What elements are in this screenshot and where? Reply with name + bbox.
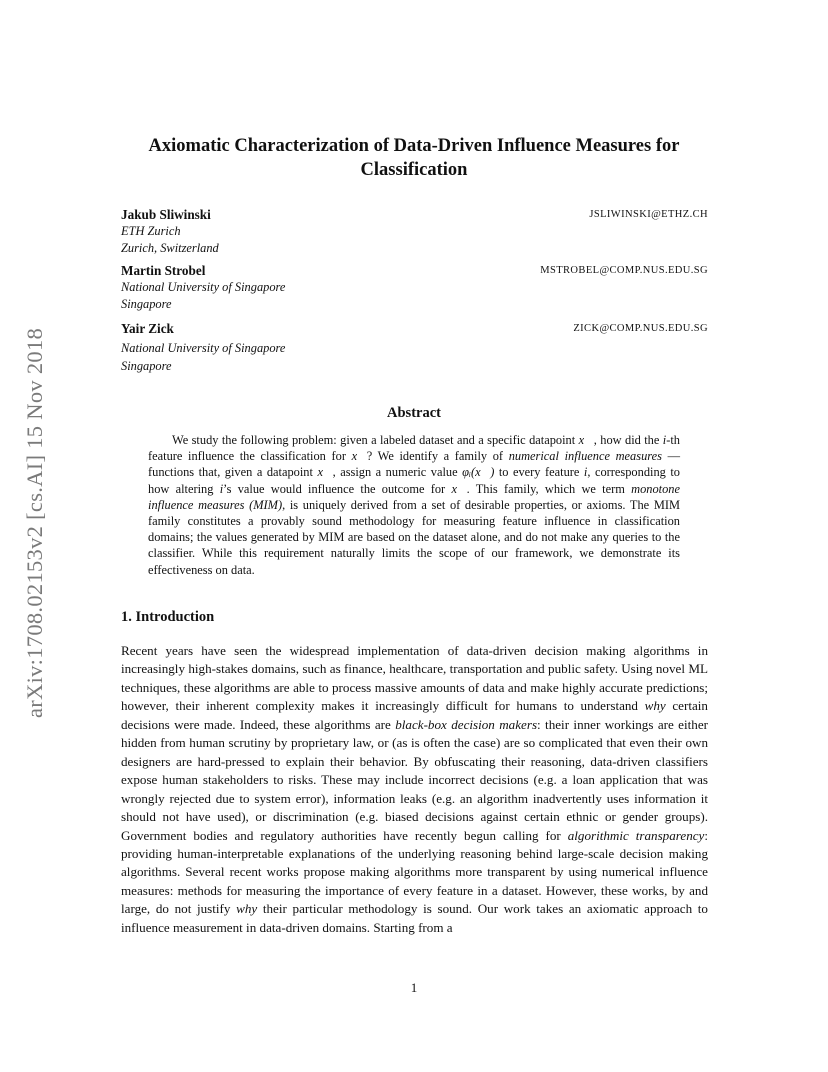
emphasis-term: monotone influence measures (MIM): [148, 481, 680, 512]
abstract-text-run: , is uniquely derived from a set of desirable properties, or axioms. The MIM family constitutes a provably sound methodology for measuring feature influence in classification domains; the values generated by MIM are based on the dataset alone, and do not make any queries to the classifier. While this requirement naturally limits the scope of our framework, we demonstrate its effectiveness on data.: [148, 497, 681, 577]
emphasis-term: algorithmic transparency: [567, 827, 705, 843]
abstract-text-run: ’s value would influence the outcome for: [223, 481, 452, 496]
abstract-heading: Abstract: [387, 405, 441, 421]
author-email[interactable]: JSLIWINSKI@ETHZ.CH: [589, 209, 708, 220]
abstract-text-run: , corresponding to how altering: [148, 465, 680, 496]
paper-title: Axiomatic Characterization of Data-Driven Influence Measures for Classification: [148, 136, 680, 180]
author-name: Yair Zick: [121, 321, 174, 336]
page-number: 1: [410, 980, 418, 995]
author-block-2: [121, 262, 708, 313]
intro-text-run: : providing human-interpretable explanations of the underlying reasoning behind large-scale decision making algorithms. Several recent works propose making algorithms more transparent by using numerical influence measures: methods for measuring the importance of every feature in a dataset. However, these works, by and large, do not justify: [121, 827, 709, 917]
math-x-vector: x⃗: [451, 481, 467, 496]
abstract-text-run: -th feature influence the classification for: [148, 433, 680, 464]
math-i: i: [662, 433, 667, 447]
emphasis-term: why: [644, 698, 666, 714]
arxiv-stamp: [18, 288, 52, 758]
math-i: i: [219, 481, 224, 496]
author-affiliation: Singapore: [121, 359, 172, 373]
intro-text-run: Recent years have seen the widespread implementation of data-driven decision making algorithms in increasingly high-stakes domains, such as finance, healthcare, transportation and public safety. Using novel ML techniques, these algorithms are able to process massive amounts of data and make highly accurate predictions; however, their inherent complexity makes it increasingly difficult for humans to understand: [121, 643, 708, 714]
emphasis-term: black-box decision makers: [395, 716, 538, 732]
abstract-text: [148, 432, 680, 578]
author-affiliation: ETH Zurich: [121, 224, 181, 238]
abstract-text-run: — functions that, given a datapoint: [148, 449, 680, 480]
math-x-vector: x⃗: [317, 465, 333, 480]
author-block-1: [121, 206, 708, 257]
math-i: i: [583, 465, 588, 480]
emphasis-term: numerical influence measures: [508, 449, 662, 464]
author-affiliation: Singapore: [121, 297, 172, 311]
math-x-vector: x⃗: [351, 449, 367, 464]
author-affiliation: National University of Singapore: [121, 341, 286, 355]
author-affiliation: National University of Singapore: [121, 280, 286, 294]
abstract-text-run: . This family, which we term: [466, 481, 632, 496]
author-name: Jakub Sliwinski: [121, 207, 211, 222]
intro-text-run: their particular methodology is sound. Our work takes an axiomatic approach to influence measurement in data-driven domains. Starting from a: [121, 901, 708, 935]
math-x-vector: x⃗: [578, 433, 594, 447]
math-phi: φᵢ(x⃗): [462, 465, 495, 480]
abstract-text-run: to every feature: [494, 465, 584, 480]
author-name: Martin Strobel: [121, 263, 206, 278]
author-affiliation: Zurich, Switzerland: [121, 241, 219, 255]
abstract-text-run: , how did the: [593, 433, 663, 447]
intro-text-run: certain decisions were made. Indeed, these algorithms are: [121, 698, 708, 732]
abstract-text-run: ? We identify a family of: [366, 449, 509, 464]
introduction-text: [121, 642, 708, 937]
intro-text-run: : their inner workings are either hidden from human scrutiny by proprietary law, or (as is often the case) are so complicated that even their own designers are hard-pressed to explain their behavior. By obfuscating their reasoning, data-driven classifiers expose human stakeholders to risks. These may include incorrect decisions (e.g. a loan application that was wrongly rejected due to system error), information leaks (e.g. an algorithm inadvertently uses information it should not have used), or discrimination (e.g. biased decisions against certain ethnic or gender groups). Government bodies and regulatory authorities have recently begun calling for: [121, 716, 708, 843]
section-heading-introduction: 1. Introduction: [121, 609, 215, 625]
author-email[interactable]: ZICK@COMP.NUS.EDU.SG: [573, 323, 708, 334]
author-block-3: [121, 320, 708, 375]
abstract-text-run: We study the following problem: given a labeled dataset and a specific datapoint: [172, 433, 579, 447]
emphasis-term: why: [236, 901, 258, 917]
abstract-text-run: , assign a numeric value: [332, 465, 463, 480]
author-email[interactable]: MSTROBEL@COMP.NUS.EDU.SG: [540, 265, 708, 276]
arxiv-stamp-text: arXiv:1708.02153v2 [cs.AI] 15 Nov 2018: [22, 327, 48, 719]
